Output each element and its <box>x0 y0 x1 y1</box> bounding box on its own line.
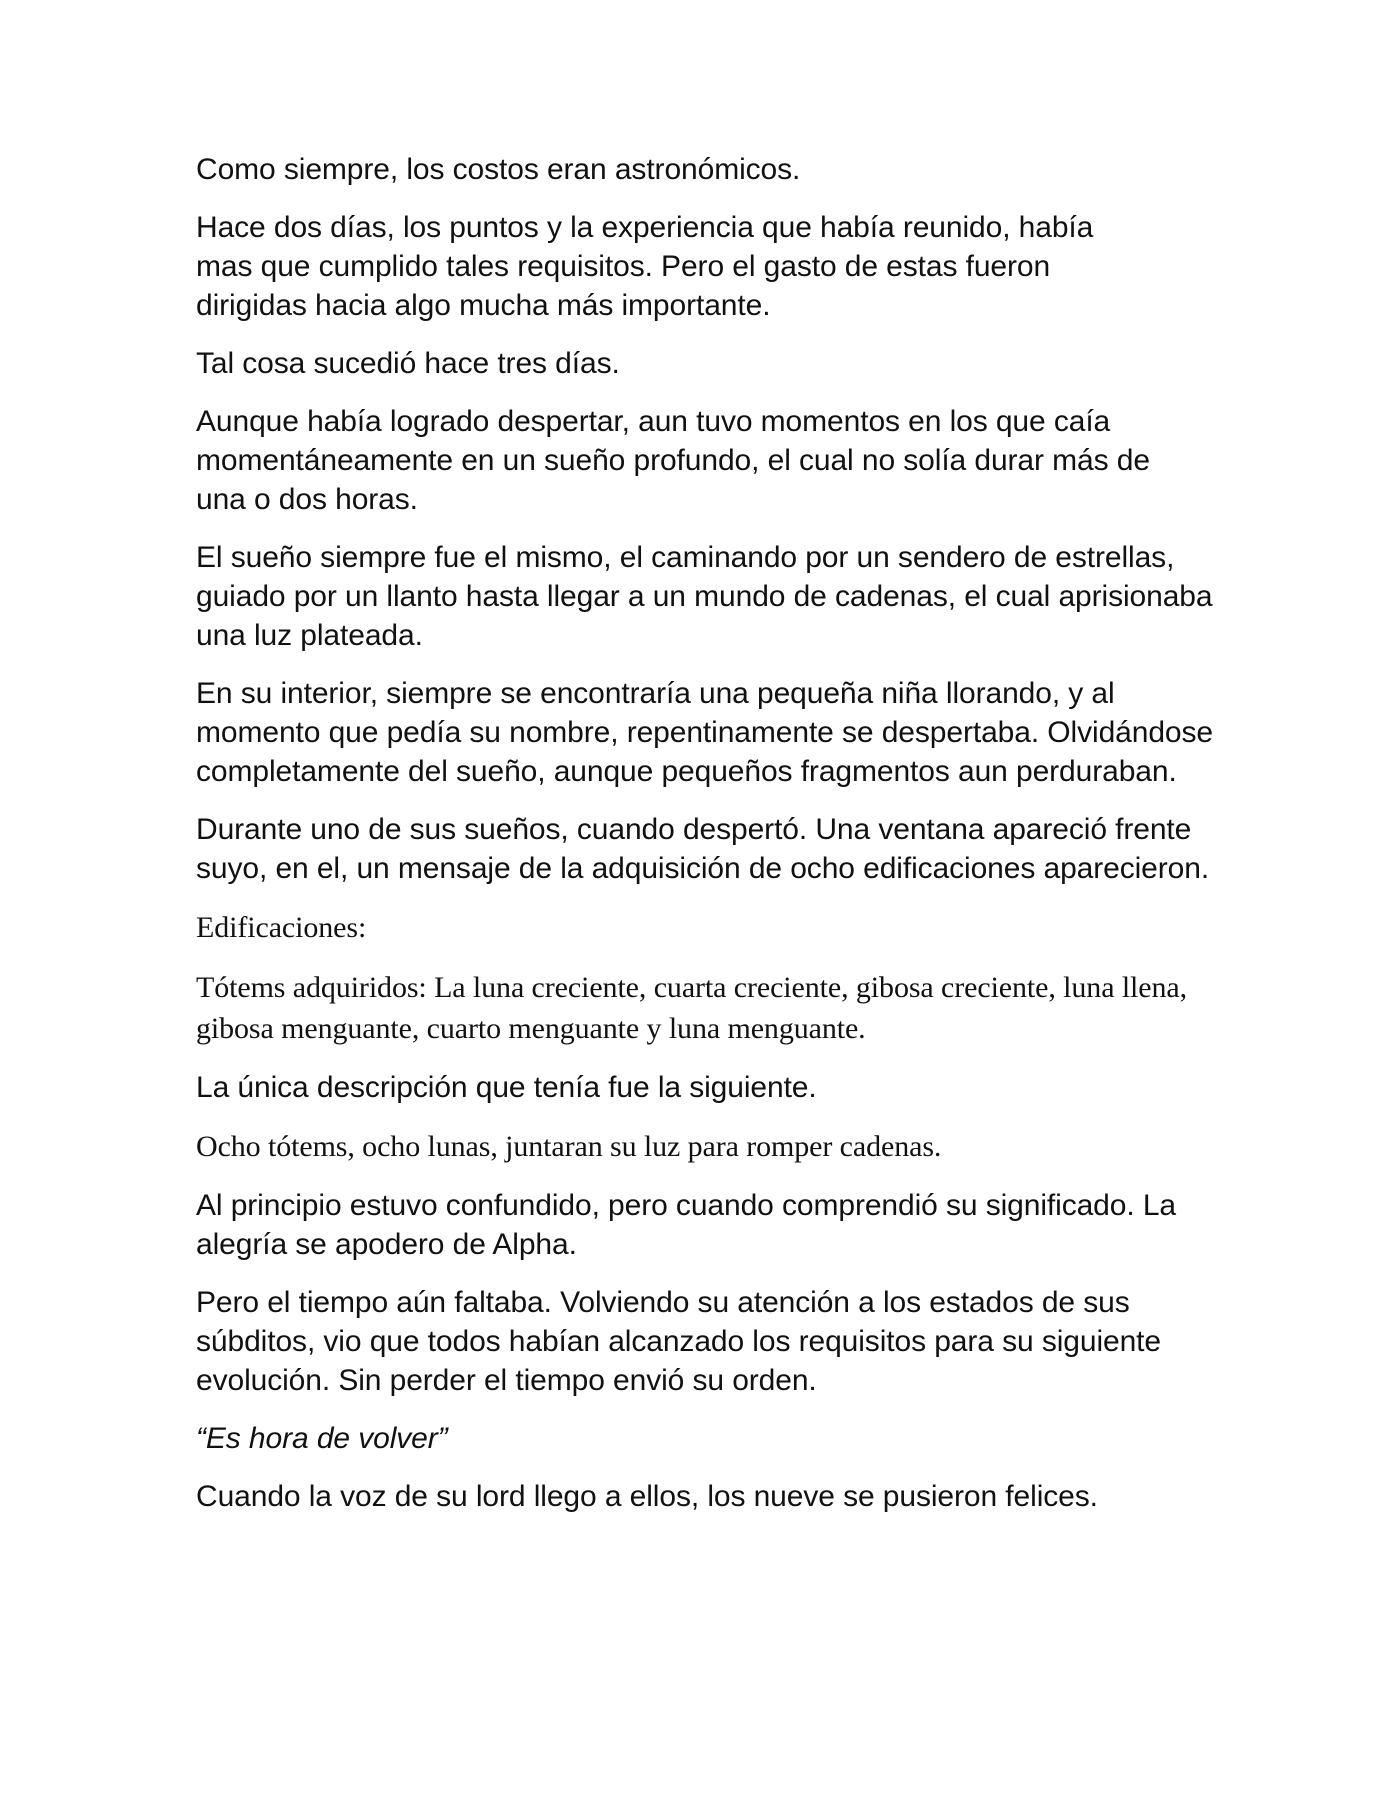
paragraph-11-description: Ocho tótems, ocho lunas, juntaran su luz para romper cadenas. <box>196 1130 942 1163</box>
paragraph-3: Tal cosa sucedió hace tres días. <box>196 347 620 380</box>
paragraph-5: El sueño siempre fue el mismo, el caminando por un sendero de estrellas, guiado por un llanto hasta llegar a un mundo de cadenas, el cual aprisionaba una luz plateada. <box>196 541 1213 652</box>
document-page <box>196 150 1236 1535</box>
paragraph-12: Al principio estuvo confundido, pero cuando comprendió su significado. La alegría se apodero de Alpha. <box>196 1189 1176 1261</box>
paragraph-1: Como siempre, los costos eran astronómicos. <box>196 153 801 186</box>
paragraph-4: Aunque había logrado despertar, aun tuvo momentos en los que caía momentáneamente en un sueño profundo, el cual no solía durar más de una o dos horas. <box>196 405 1150 516</box>
paragraph-2: Hace dos días, los puntos y la experiencia que había reunido, había mas que cumplido tales requisitos. Pero el gasto de estas fueron dirigidas hacia algo mucha más importante. <box>196 211 1094 322</box>
paragraph-14-quote: “Es hora de volver” <box>196 1422 448 1455</box>
paragraph-7: Durante uno de sus sueños, cuando despertó. Una ventana apareció frente suyo, en el, un mensaje de la adquisición de ocho edificaciones aparecieron. <box>196 813 1210 885</box>
paragraph-9-totems: Tótems adquiridos: La luna creciente, cuarta creciente, gibosa creciente, luna llena, gibosa menguante, cuarto menguante y luna menguante. <box>196 971 1188 1045</box>
paragraph-10: La única descripción que tenía fue la siguiente. <box>196 1071 817 1104</box>
paragraph-6: En su interior, siempre se encontraría una pequeña niña llorando, y al momento que pedía su nombre, repentinamente se despertaba. Olvidándose completamente del sueño, aunque pequeños fragmentos aun perduraban. <box>196 677 1213 788</box>
paragraph-8-heading: Edificaciones: <box>196 911 367 944</box>
paragraph-15: Cuando la voz de su lord llego a ellos, los nueve se pusieron felices. <box>196 1480 1098 1513</box>
paragraph-13: Pero el tiempo aún faltaba. Volviendo su atención a los estados de sus súbditos, vio que todos habían alcanzado los requisitos para su siguiente evolución. Sin perder el tiempo envió su orden. <box>196 1286 1162 1397</box>
